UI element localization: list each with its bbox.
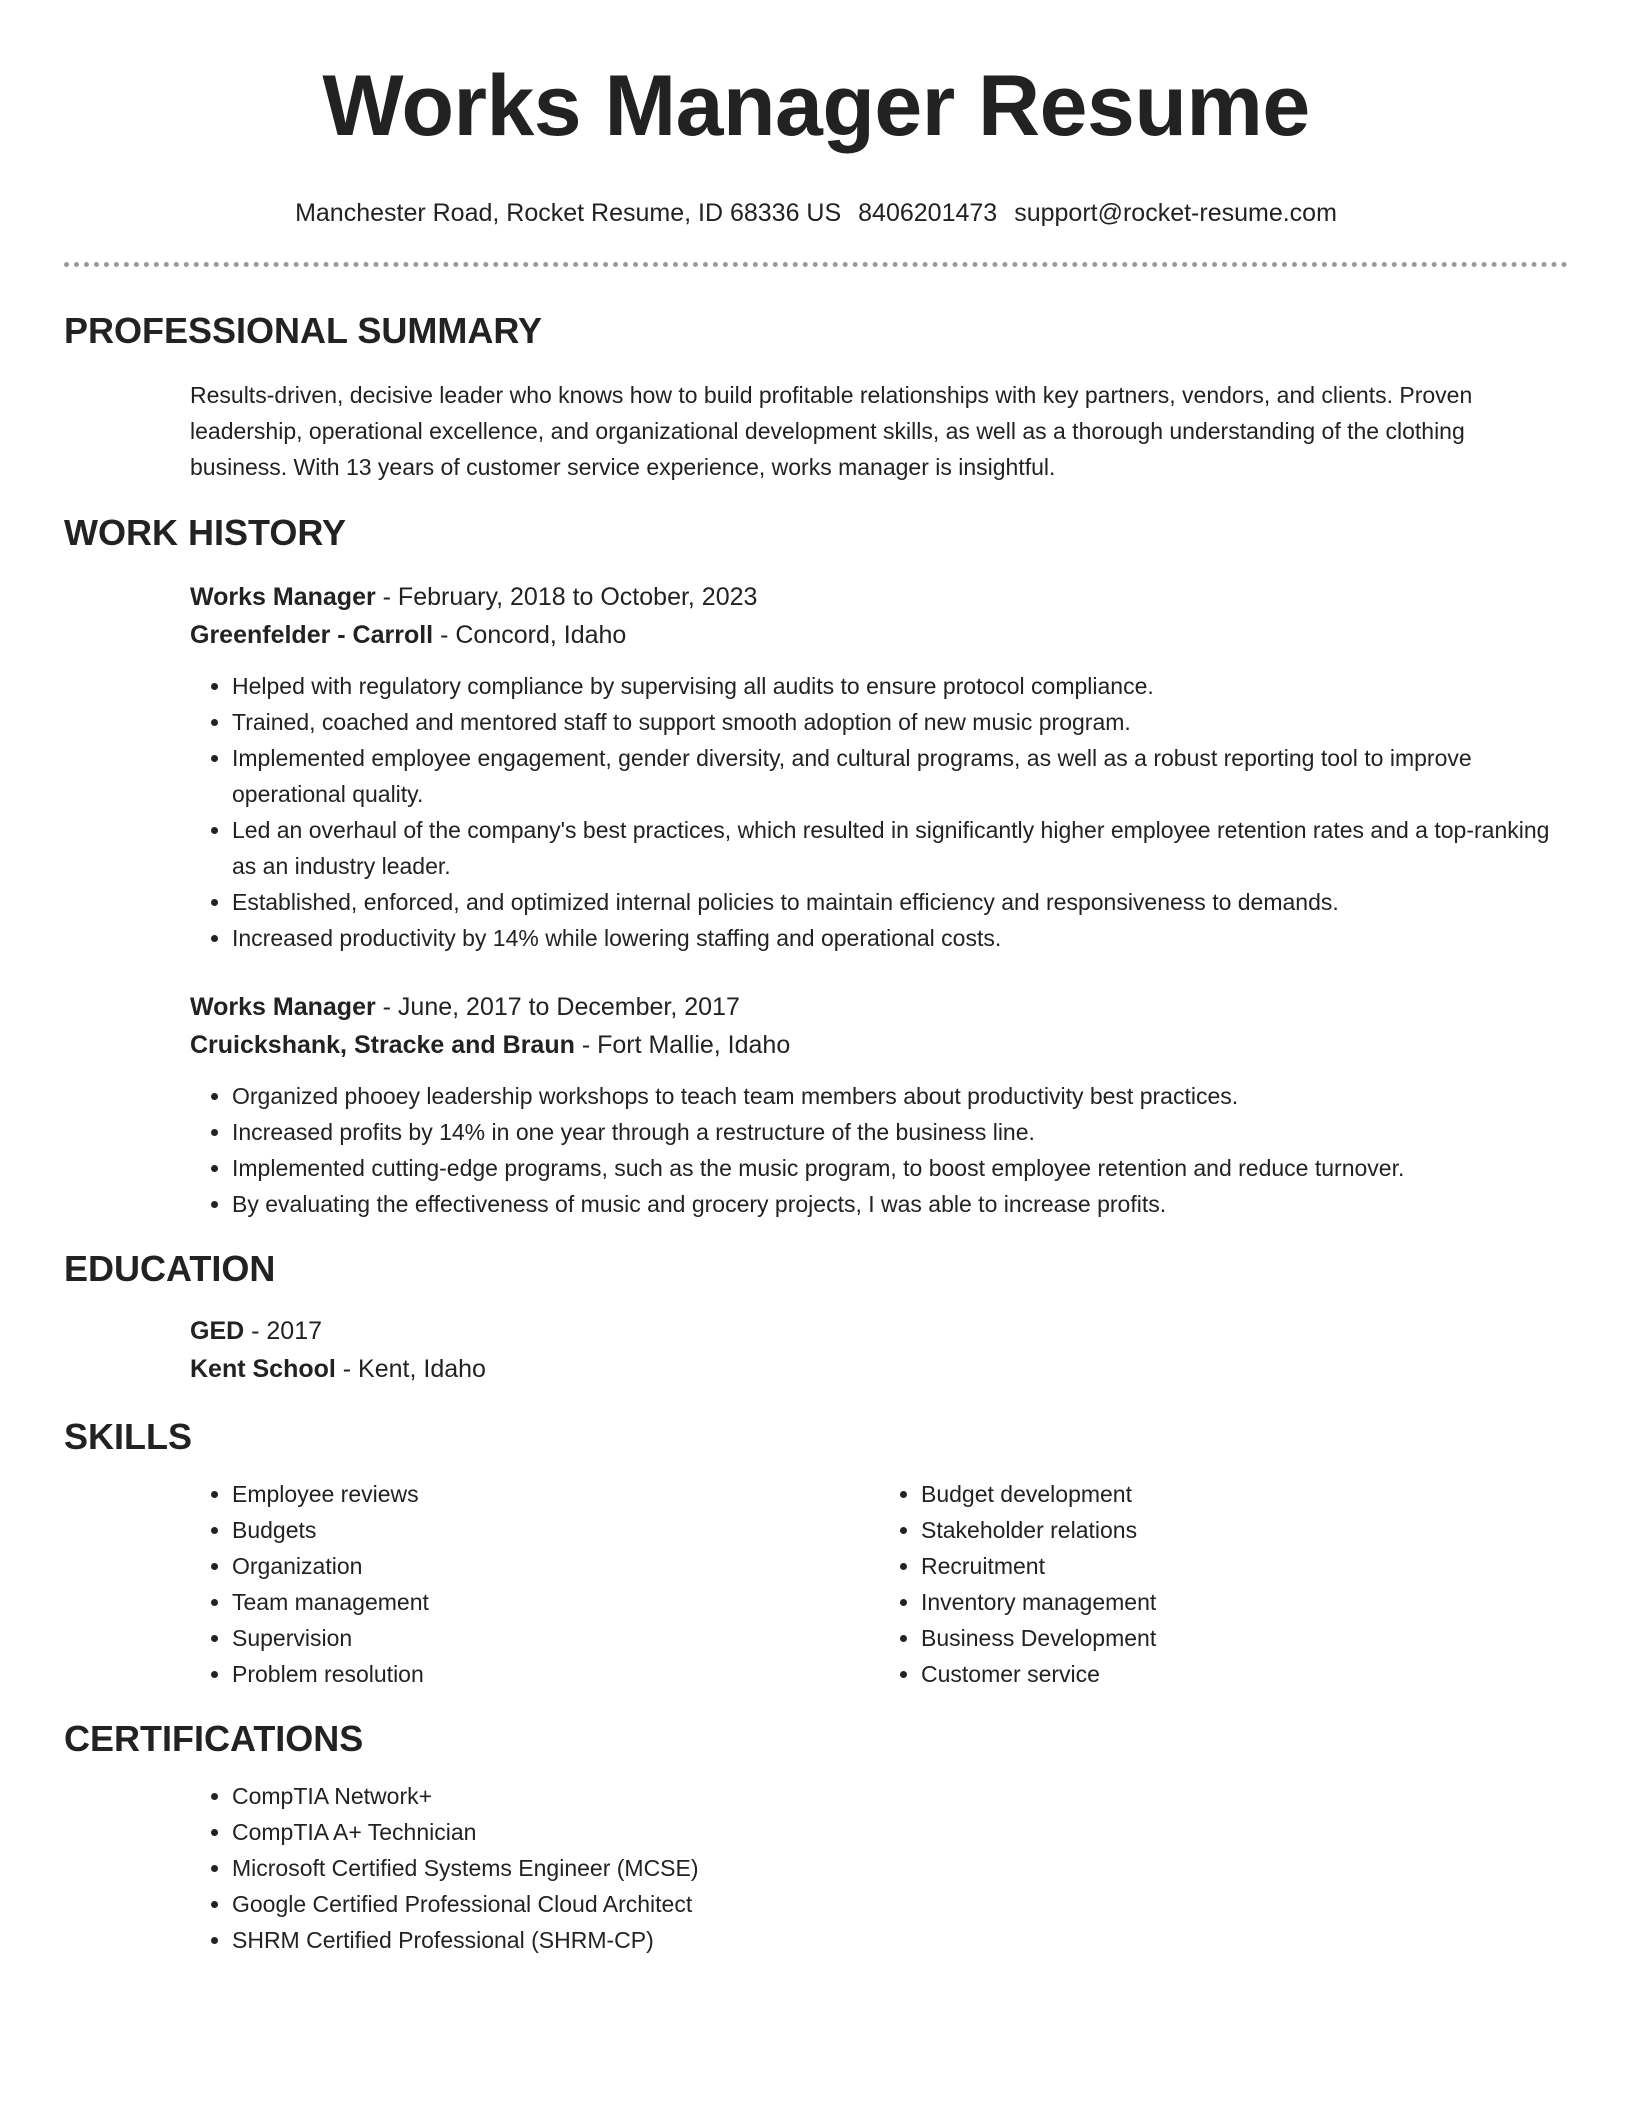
contact-email: support@rocket-resume.com xyxy=(1014,199,1337,227)
job-location: - Concord, Idaho xyxy=(433,621,627,649)
skills-list-right xyxy=(879,1476,1568,1692)
skill-item: • Organization xyxy=(232,1548,879,1584)
job-bullet: • Organized phooey leadership workshops to teach team members about productivity best practices. xyxy=(232,1078,1568,1114)
skills-columns xyxy=(190,1476,1568,1692)
education-degree: GED xyxy=(190,1317,245,1345)
job-company: Greenfelder - Carroll xyxy=(190,621,434,649)
education-section xyxy=(64,1312,1568,1388)
certifications-heading: CERTIFICATIONS xyxy=(64,1718,364,1759)
job-bullets xyxy=(190,668,1568,956)
work-history-section xyxy=(64,578,1568,1222)
job-entry xyxy=(190,988,1568,1222)
skill-item: • Recruitment xyxy=(921,1548,1568,1584)
skill-item: • Stakeholder relations xyxy=(921,1512,1568,1548)
skill-item: • Team management xyxy=(232,1584,879,1620)
job-title-line xyxy=(190,578,1568,616)
certification-item: • Google Certified Professional Cloud Architect xyxy=(232,1886,1568,1922)
header-divider xyxy=(64,262,1568,267)
education-heading: EDUCATION xyxy=(64,1248,276,1289)
certification-item: • Microsoft Certified Systems Engineer (MCSE) xyxy=(232,1850,1568,1886)
contact-phone: 8406201473 xyxy=(858,199,998,227)
job-role: Works Manager xyxy=(190,993,376,1021)
skills-list-left xyxy=(190,1476,879,1692)
skill-item: • Budget development xyxy=(921,1476,1568,1512)
skill-item: • Employee reviews xyxy=(232,1476,879,1512)
skill-item: • Inventory management xyxy=(921,1584,1568,1620)
skill-item: • Problem resolution xyxy=(232,1656,879,1692)
job-bullet: • Increased profits by 14% in one year through a restructure of the business line. xyxy=(232,1114,1568,1150)
skills-section xyxy=(64,1476,1568,1692)
skill-item: • Business Development xyxy=(921,1620,1568,1656)
work-history-heading: WORK HISTORY xyxy=(64,512,347,553)
skill-item: • Budgets xyxy=(232,1512,879,1548)
job-title-line xyxy=(190,988,1568,1026)
job-bullet: • Trained, coached and mentored staff to support smooth adoption of new music program. xyxy=(232,704,1568,740)
education-degree-line xyxy=(190,1312,1568,1350)
job-bullet: • Implemented employee engagement, gender diversity, and cultural programs, as well as a robust reporting tool to improve operational quality. xyxy=(232,740,1568,812)
education-school-line xyxy=(190,1350,1568,1388)
education-location: - Kent, Idaho xyxy=(335,1355,486,1383)
summary-text: Results-driven, decisive leader who knows how to build profitable relationships with key partners, vendors, and clients. Proven leadership, operational excellence, and organizational development skills, as well as a thorough understanding of the clothing business. With 13 years of customer service experience, works manager is insightful. xyxy=(190,382,1473,480)
job-bullet: • Implemented cutting-edge programs, such as the music program, to boost employee retention and reduce turnover. xyxy=(232,1150,1568,1186)
job-company-line xyxy=(190,1026,1568,1064)
job-dates: - February, 2018 to October, 2023 xyxy=(375,583,758,611)
contact-line xyxy=(64,198,1568,228)
resume-title: Works Manager Resume xyxy=(322,58,1310,154)
skills-heading: SKILLS xyxy=(64,1416,193,1457)
job-entry xyxy=(190,578,1568,956)
job-bullet: • Increased productivity by 14% while lowering staffing and operational costs. xyxy=(232,920,1568,956)
education-year: - 2017 xyxy=(244,1317,323,1345)
education-school: Kent School xyxy=(190,1355,336,1383)
summary-section xyxy=(64,377,1568,485)
job-dates: - June, 2017 to December, 2017 xyxy=(375,993,740,1021)
job-bullet: • Led an overhaul of the company's best practices, which resulted in significantly higher employee retention rates and a top-ranking as an industry leader. xyxy=(232,812,1568,884)
skill-item: • Supervision xyxy=(232,1620,879,1656)
certification-item: • SHRM Certified Professional (SHRM-CP) xyxy=(232,1922,1568,1958)
certification-item: • CompTIA A+ Technician xyxy=(232,1814,1568,1850)
certifications-list xyxy=(190,1778,1568,1958)
contact-address: Manchester Road, Rocket Resume, ID 68336 US xyxy=(295,199,842,227)
job-bullets xyxy=(190,1078,1568,1222)
job-bullet: • By evaluating the effectiveness of music and grocery projects, I was able to increase profits. xyxy=(232,1186,1568,1222)
job-bullet: • Established, enforced, and optimized internal policies to maintain efficiency and responsiveness to demands. xyxy=(232,884,1568,920)
job-bullet: • Helped with regulatory compliance by supervising all audits to ensure protocol compliance. xyxy=(232,668,1568,704)
skill-item: • Customer service xyxy=(921,1656,1568,1692)
job-company-line xyxy=(190,616,1568,654)
certification-item: • CompTIA Network+ xyxy=(232,1778,1568,1814)
job-location: - Fort Mallie, Idaho xyxy=(574,1031,791,1059)
job-company: Cruickshank, Stracke and Braun xyxy=(190,1031,575,1059)
certifications-section xyxy=(64,1778,1568,1958)
job-role: Works Manager xyxy=(190,583,376,611)
summary-heading: PROFESSIONAL SUMMARY xyxy=(64,310,543,351)
